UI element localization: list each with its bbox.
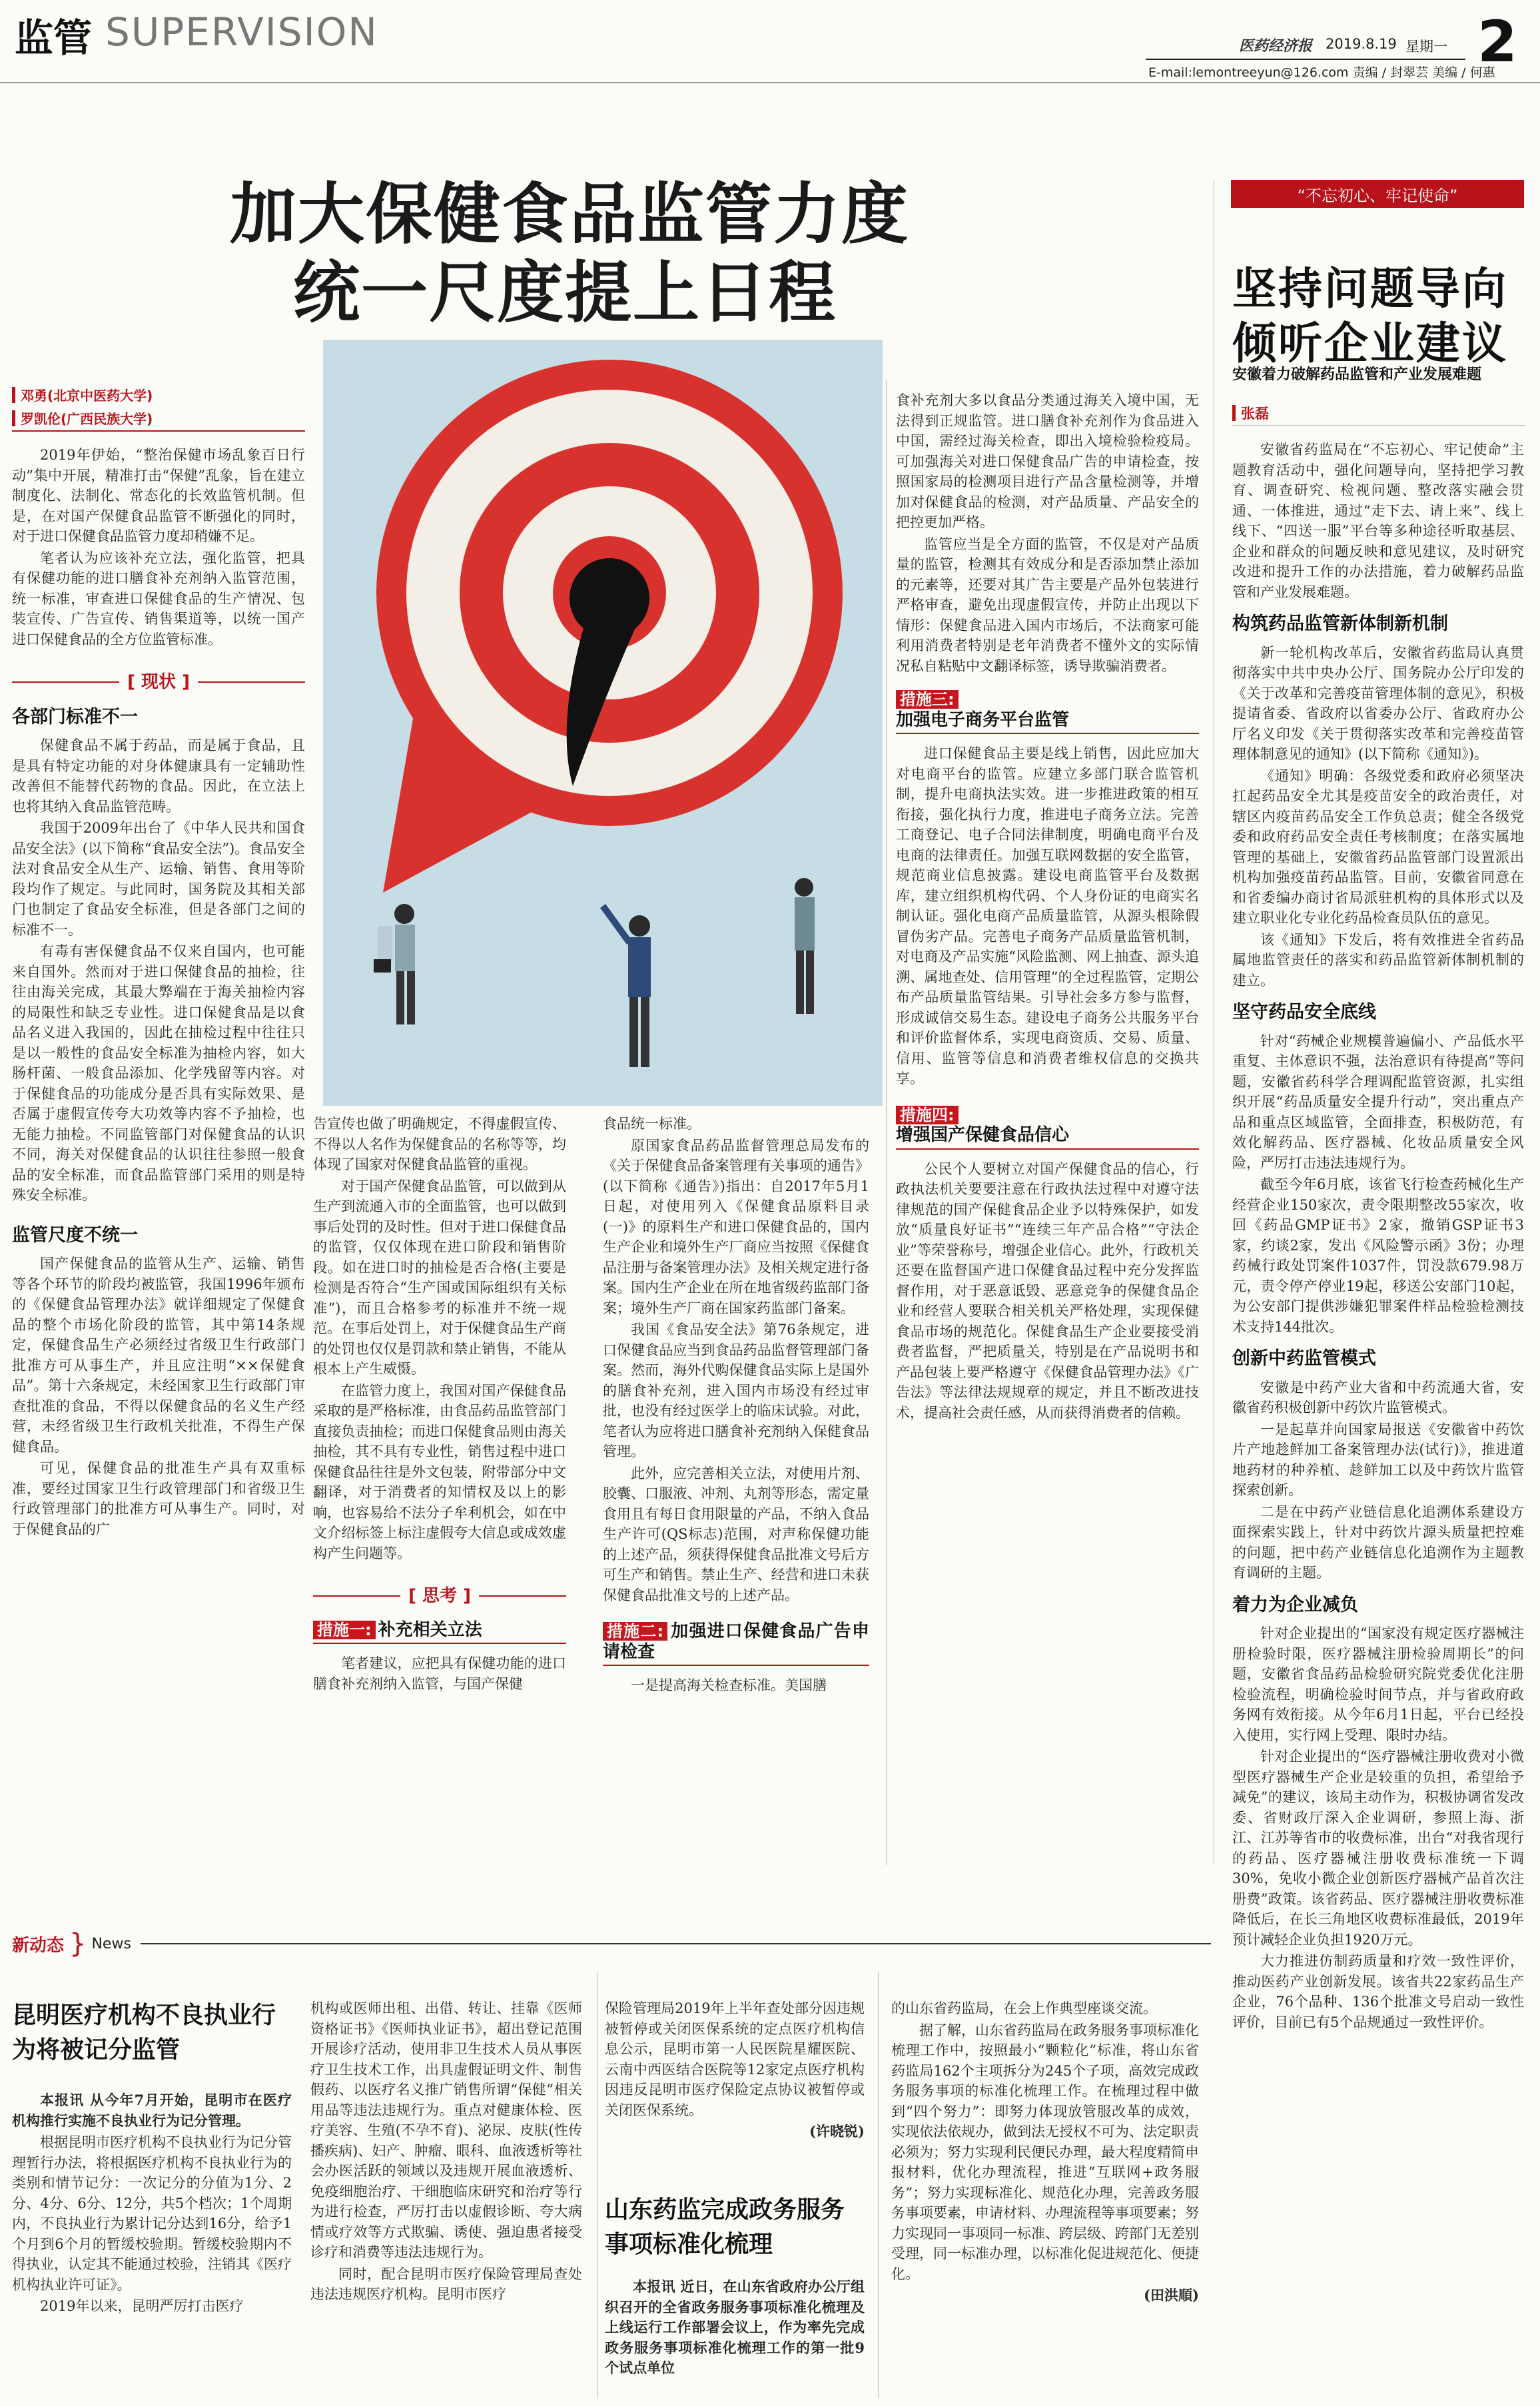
- businessman-standing-figure: [795, 878, 815, 1014]
- column-divider: [886, 380, 887, 1865]
- editor-email-line: E-mail:lemontreeyun@126.com 责编 / 封翠芸 美编 / 何惠: [1148, 65, 1495, 80]
- measure-heading-2: [603, 1621, 869, 1666]
- businessman-pointing-figure: [603, 906, 651, 1067]
- paper-logo: 医药经济报: [1239, 38, 1313, 55]
- body-paragraph: 的山东省药监局，在会上作典型座谈交流。: [891, 2000, 1157, 2016]
- news-title-1: 昆明医疗机构不良执业行为将被记分监管: [12, 2002, 276, 2064]
- section-name-cn: 监管: [15, 15, 93, 61]
- author-name-2: 罗凯伦(广西民族大学): [21, 411, 153, 427]
- page-number: 2: [1477, 9, 1517, 75]
- issue-weekday: 星期一: [1405, 39, 1447, 55]
- section-tag-think: [ 思考 ]: [313, 1586, 566, 1607]
- news-label-cn: 新动态: [12, 1935, 65, 1956]
- measure-title: 增强国产保健食品信心: [896, 1125, 1070, 1145]
- businesswoman-figure: [374, 904, 415, 1024]
- main-title-line1: 加大保健食品监管力度: [230, 175, 909, 253]
- article-column-1: [12, 445, 305, 1541]
- right-subheading-2: 坚守药品安全底线: [1232, 1002, 1376, 1022]
- header-divider: [0, 82, 1540, 83]
- measure-title: 加强进口保健食品广告申请检查: [603, 1621, 869, 1662]
- body-paragraph: 针对“药械企业规模普遍偏小、产品低水平重复、主体意识不强，法治意识有待提高”等问题，安徽省药科学合理调配监管资源，扎实组织开展“药品质量安全提升行动”，突出重点产品和重点区域监管，全面排查，积极防范，有效化解药品、医疗器械、化妆品质量安全风险，严厉打击违法违规行为。: [1232, 1032, 1524, 1171]
- news-lead: 本报讯 近日，在山东省政府办公厅组织召开的全省政务服务事项标准化梳理及上线运行工作部署会议上，作为率先完成政务服务事项标准化梳理工作的第一批9个试点单位: [605, 2278, 865, 2376]
- body-paragraph: 一是起草并向国家局报送《安徽省中药饮片产地趁鲜加工备案管理办法(试行)》，推进道地药材的种养植、趁鲜加工以及中药饮片监管探索创新。: [1232, 1421, 1524, 1498]
- body-paragraph: 根据昆明市医疗机构不良执业行为记分管理暂行办法，将根据医疗机构不良执业行为的类别和情节记分：一次记分的分值为1分、2分、4分、6分、12分，共5个档次；1个周期内，不良执业行为累计记分达到16分，给予1个月到6个月的暂缓校验期。暂缓校验期内不得执业，认定其不能通过校验，注销其《医疗机构执业许可证》。: [12, 2134, 292, 2293]
- body-paragraph: 此外，应完善相关立法，对使用片剂、胶囊、口服液、冲剂、丸剂等形态，需定量食用且有每日食用限量的产品，不纳入食品生产许可(QS标志)范围，对声称保健功能的上述产品，须获得保健食品批准文号后方可生产和销售。禁止生产、经营和进口未获保健食品批准文号的上述产品。: [603, 1465, 869, 1603]
- body-paragraph: 我国《食品安全法》第76条规定，进口保健食品应当到食品药品监督管理部门备案。然而，海外代购保健食品实际上是国外的膳食补充剂，进入国内市场没有经过审批，也没有经过医学上的临床试验。对此，笔者认为应将进口膳食补充剂纳入保健食品管理。: [603, 1322, 869, 1459]
- article-column-4: [896, 390, 1199, 1424]
- body-paragraph: 可见，保健食品的批准生产具有双重标准，要经过国家卫生行政管理部门和省级卫生行政管理部门的批准方可从事生产。同时，对于保健食品的广: [12, 1460, 305, 1537]
- news-article-2-col2: [891, 1998, 1199, 2307]
- body-paragraph: 针对企业提出的“医疗器械注册收费对小微型医疗器械生产企业是较重的负担，希望给予减免”的建议，该局主动作为，积极协调省发改委、省财政厅深入企业调研，参照上海、浙江、江苏等省市的收费标准，出台“对我省现行的药品、医疗器械注册收费标准统一下调30%，免收小微企业创新医疗器械产品首次注册费”政策。该省药品、医疗器械注册收费标准降低后，在长三角地区收费标准最低，2019年预计减轻企业负担1920万元。: [1232, 1749, 1524, 1948]
- subheading-standards: 各部门标准不一: [12, 706, 138, 727]
- author-byline: [12, 385, 232, 428]
- news-lead: 本报讯 从今年7月开始，昆明市在医疗机构推行实施不良执业行为记分管理。: [12, 2092, 292, 2129]
- right-subheading-1: 构筑药品监管新体制新机制: [1232, 613, 1448, 634]
- campaign-banner-text: “不忘初心、牢记使命”: [1297, 186, 1458, 205]
- right-article-body: [1232, 440, 1524, 2034]
- body-paragraph: [605, 2277, 865, 2379]
- body-paragraph: 机构或医师出租、出借、转让、挂靠《医师资格证书》《医师执业证书》，超出登记范围开展诊疗活动，使用非卫生技术人员从事医疗卫生技术工作，出具虚假证明文件、制售假药、以医疗名义推广销售所谓“保健”相关用品等违法违规行为。重点对健康体检、医疗美容、生殖(不孕不育)、泌尿、皮肤(性传播疾病)、妇产、肿瘤、眼科、血液透析等社会办医活跃的领域以及违规开展血液透析、免疫细胞治疗、干细胞临床研究和治疗等行为进行检查，严厉打击以虚假诊断、夸大病情或疗效等方式欺骗、诱使、强迫患者接受诊疗和消费等违法违规行为。: [310, 2000, 582, 2260]
- measure-tag: 措施二:: [603, 1622, 667, 1641]
- news-article-2-col1: [605, 2277, 865, 2380]
- section-name-en: SUPERVISION: [105, 9, 378, 55]
- measure-heading-1: [313, 1620, 566, 1645]
- article-column-2: [313, 1114, 566, 1695]
- measure-heading-3: [896, 689, 1199, 734]
- news-brace-icon: }: [69, 1928, 87, 1959]
- body-paragraph: 2019年以来，昆明严厉打击医疗: [40, 2298, 244, 2314]
- body-paragraph: 截至今年6月底，该省飞行检查药械化生产经营企业150家次，责令限期整改55家次，收回《药品GMP证书》2家，撤销GSP证书3家，约谈2家，发出《风险警示函》3份；办理药械行政处罚案件1037件，罚没款679.98万元，责令停产停业19起，移送公安部门10起，为公安部门提供涉嫌犯罪案件样品检验检测技术支持144批次。: [1232, 1176, 1524, 1335]
- body-paragraph: 安徽省药监局在“不忘初心、牢记使命”主题教育活动中，强化问题导向，坚持把学习教育、调查研究、检视问题、整改落实融会贯通、一体推进，通过“走下去、请上来”、线上线下、“四送一服”平台等多种途径听取基层、企业和群众的问题反映和意见建议，及时研究改进和提升工作的办法措施，着力破解药品监管和产业发展难题。: [1232, 442, 1524, 600]
- news-article-1-col3: [605, 1998, 865, 2144]
- body-paragraph: 安徽是中药产业大省和中药流通大省，安徽省药积极创新中药饮片监管模式。: [1232, 1379, 1524, 1415]
- right-title-line1: 坚持问题导向: [1232, 263, 1508, 314]
- body-paragraph: 据了解，山东省药监局在政务服务事项标准化梳理工作中，按照最小“颗粒化”标准，将山东省药监局162个主项拆分为245个子项，高效完成政务服务事项的标准化梳理工作。在梳理过程中做到“四个努力”：即努力体现放管服改革的成效，实现依法依规办，做到法无授权不可为、法定职责必须为；努力实现利民便民办理，最大程度精简申报材料，优化办理流程，推进“互联网+政务服务”；努力实现标准化、规范化办理，完善政务服务事项要素，申请材料、办理流程等事项要素；努力实现同一事项同一标准、跨层级、跨部门无差别受理，同一标准办理，以标准化促进规范化、便捷化。: [891, 2022, 1199, 2282]
- news-title-2: 山东药监完成政务服务事项标准化梳理: [605, 2196, 845, 2258]
- measure-tag: 措施三:: [896, 690, 959, 709]
- right-author: [1232, 403, 1269, 423]
- body-paragraph: 对于国产保健食品监管，可以做到从生产到流通入市的全面监管，也可以做到事后处罚的及时性。但对于进口保健食品的监管，仅仅体现在进口阶段和销售阶段。如在进口时的抽检是否合格(主要是检测是否符合“生产国或国际组织有关标准”)，而且合格参考的标准并不统一规范。在事后处罚上，对于保健食品生产商的处罚也仅仅是罚款和禁止销售，不能从根本上产生威慑。: [313, 1178, 566, 1377]
- right-subheading-4: 着力为企业减负: [1232, 1594, 1358, 1615]
- body-paragraph: 大力推进仿制药质量和疗效一致性评价，推动医药产业创新发展。该省共22家药品生产企业，76个品种、136个批准文号启动一致性评价，目前已有5个品规通过一致性评价。: [1232, 1953, 1524, 2030]
- body-paragraph: 二是在中药产业链信息化追溯体系建设方面探索实践上，针对中药饮片源头质量把控难的问题，把中药产业链信息化追溯作为主题教育调研的主题。: [1232, 1503, 1524, 1581]
- body-paragraph: 食补充剂大多以食品分类通过海关入境中国，无法得到正规监管。进口膳食补充剂作为食品进入中国，需经过海关检查，即出入境检验检疫局。可加强海关对进口保健食品广告的申请检查，按照国家局的检测项目进行产品含量检测等，并增加对保健食品的检测，对产品质量、产品安全的把控更加严格。: [896, 392, 1199, 530]
- body-paragraph: 一是提高海关检查标准。美国膳: [631, 1677, 827, 1693]
- column-divider: [878, 1972, 879, 2398]
- body-paragraph: 告宣传也做了明确规定，不得虚假宣传、不得以人名作为保健食品的名称等等，均体现了国家对保健食品监管的重视。: [313, 1116, 566, 1172]
- subheading-scale: 监管尺度不统一: [12, 1224, 138, 1246]
- body-paragraph: 食品统一标准。: [603, 1116, 701, 1132]
- measure-title: 补充相关立法: [378, 1619, 482, 1640]
- measure-tag: 措施一:: [313, 1621, 376, 1639]
- intro-paragraph: 2019年伊始，“整治保健市场乱象百日行动”集中开展，精准打击“保健”乱象，旨在建立制度化、法制化、常态化的长效监管机制。但是，在对国产保健食品监管不断强化的同时，对于进口保健食品监管力度却稍嫌不足。: [12, 447, 305, 544]
- right-author-name: 张磊: [1241, 406, 1269, 422]
- right-title-line2: 倾听企业建议: [1232, 318, 1508, 369]
- body-paragraph: 公民个人要树立对国产保健食品的信心，行政执法机关要要注意在行政执法过程中对遵守法律规范的国产保健食品企业予以特殊保护，如发放“质量良好证书”“连续三年产品合格”“守法企业”等荣誉称号，增强企业信心。此外，行政机关还要在监督国产进口保健食品过程中充分发挥监督作用，对于恶意诋毁、恶意竞争的保健食品企业和经营人要联合相关机关严格处理，实现保健食品市场的规范化。保健食品生产企业要接受消费者监督，严把质量关，特别是在产品说明书和产品包装上要严格遵守《保健食品管理办法》《广告法》等法律法规规章的规定，并且不断改进技术，提高社会责任感，从而获得消费者的信赖。: [896, 1160, 1199, 1421]
- main-title-line2: 统一尺度提上日程: [293, 254, 837, 332]
- masthead-rule: [1146, 59, 1465, 60]
- article-column-3: [603, 1114, 869, 1697]
- intro-paragraph: 笔者认为应该补充立法，强化监管，把具有保健功能的进口膳食补充剂纳入监管范围，统一标准，审查进口保健食品的生产情况、包装宣传、广告宣传、销售渠道等，以统一国产进口保健食品的全方位监管标准。: [12, 550, 305, 647]
- body-paragraph: 在监管力度上，我国对国产保健食品采取的是严格标准，由食品药品监管部门直接负责抽检；而进口保健食品则由海关抽检，其不具有专业性，销售过程中进口保健食品往往是外文包装，附带部分中文翻译，对于消费者的知情权及以上的影响，也容易给不法分子牟利机会，如在中文介绍标签上标注虚假夸大信息或成效虚构产生问题等。: [313, 1382, 566, 1561]
- author-name-1: 邓勇(北京中医药大学): [21, 388, 153, 404]
- right-subheading-3: 创新中药监管模式: [1232, 1348, 1376, 1369]
- measure-title: 加强电子商务平台监管: [896, 709, 1070, 730]
- campaign-banner: [1231, 180, 1524, 208]
- body-paragraph: 我国于2009年出台了《中华人民共和国食品安全法》(以下简称“食品安全法”)。食品安全法对食品安全从生产、运输、销售、食用等阶段均作了规定。与此同时，国务院及其相关部门也制定了食品安全标准，但是各部门之间的标准不一。: [12, 820, 305, 938]
- body-paragraph: 笔者建议，应把具有保健功能的进口膳食补充剂纳入监管，与国产保健: [313, 1655, 566, 1692]
- section-tag-status-label: 现状: [141, 672, 177, 692]
- section-tag-think-label: 思考: [422, 1586, 458, 1606]
- body-paragraph: [12, 2090, 292, 2131]
- body-paragraph: 保险管理局2019年上半年查处部分因违规被暂停或关闭医保系统的定点医疗机构信息公示，昆明市第一人民医院星耀医院、云南中西医结合医院等12家定点医疗机构因违反昆明市医疗保险定点协议被暂停或关闭医保系统。: [605, 2000, 865, 2118]
- right-subtitle: 安徽着力破解药品监管和产业发展难题: [1232, 366, 1482, 383]
- measure-heading-4: [896, 1105, 1199, 1150]
- body-paragraph: 针对企业提出的“国家没有规定医疗器械注册检验时限，医疗器械注册检验周期长”的问题，安徽省食品药品检验研究院党委优化注册检验流程，明确检验时间节点，并与省政府政务网有效衔接。从今年6月1日起，平台已经投入使用，实行网上受理、限时办结。: [1232, 1625, 1524, 1743]
- illustration: [323, 340, 883, 1106]
- news-source: (田洪順): [1144, 2287, 1199, 2303]
- body-paragraph: 《通知》明确：各级党委和政府必须坚决扛起药品安全尤其是疫苗安全的政治责任，对辖区内疫苗药品安全工作负总责；健全各级党委和政府药品安全责任考核制度；在落实属地管理的基础上，安徽省药品监管部门设置派出机构加强疫苗药品监管。目前，安徽省同意在和省委编办商讨省局派驻机构的具体形式以及建立职业化专业化药品检查员队伍的意见。: [1232, 767, 1524, 926]
- news-article-1-col2: [310, 1998, 582, 2306]
- byline-rule: [12, 430, 305, 432]
- body-paragraph: 进口保健食品主要是线上销售，因此应加大对电商平台的监管。应建立多部门联合监管机制，提升电商执法实效。进一步推进政策的相互衔接，强化执行力度，推进电子商务立法。完善工商登记、电子合同法律制度，明确电商平台及电商的法律责任。加强互联网数据的安全监管，规范商业信息披露。建设电商监管平台及数据库，建立组织机构代码、个人身份证的电商实名制认证。强化电商产品质量监管，从源头根除假冒伪劣产品。完善电子商务产品质量监管机制，对电商及产品实施“风险监测、网上抽查、源头追溯、属地查处、信用管理”的全过程监管，定期公布产品质量监管结果。引导社会多方参与监督，形成诚信交易生态。建设电子商务公共服务平台和评价监督体系，实现电商资质、交易、质量、信用、监管等信息和消费者维权信息的交换共享。: [896, 745, 1199, 1086]
- body-paragraph: 该《通知》下发后，将有效推进全省药品属地监管责任的落实和药品监管新体制机制的建立。: [1232, 931, 1524, 989]
- news-article-1-col1: [12, 2090, 292, 2318]
- body-paragraph: 新一轮机构改革后，安徽省药监局认真贯彻落实中共中央办公厅、国务院办公厅印发的《关于改革和完善疫苗管理体制的意见》，积极提请省委、省政府以省委办公厅、省政府办公厅名义印发《关于贯彻落实改革和完善疫苗管理体制意见的通知》(以下简称《通知》)。: [1232, 644, 1524, 762]
- body-paragraph: 国产保健食品的监管从生产、运输、销售等各个环节的阶段均被监管，我国1996年颁布的《保健食品管理办法》就详细规定了保健食品的整个市场化阶段的监管，其中第14条规定，保健食品生产必须经过省级卫生行政部门批准方可从事生产，并且应注明“××保健食品”。第十六条规定，未经国家卫生行政部门审查批准的食品，不得以保健食品的名义生产经营，未经省级卫生行政机关批准，不得生产保健食品。: [12, 1256, 305, 1455]
- body-paragraph: 保健食品不属于药品，而是属于食品，且是具有特定功能的对身体健康具有一定辅助性改善但不能替代药物的食品。因此，在立法上也将其纳入食品监管范畴。: [12, 737, 305, 815]
- body-paragraph: 有毒有害保健食品不仅来自国内，也可能来自国外。然而对于进口保健食品的抽检，往往由海关完成，其最大弊端在于海关抽检内容的局限性和缺乏专业性。进口保健食品是以食品名义进入我国的，因此在抽检过程中往往只是以一般性的食品安全标准为抽检内容，如大肠杆菌、一般食品添加、化学残留等内容。对于保健食品的功能成分是否具有实际效果、是否属于虚假宣传夸大功效等内容不予抽检，也无能力抽检。不同监管部门对保健食品的认识不同，海关对保健食品的认识往往参照一般食品的安全标准，而食品监管部门采用的则是特殊安全标准。: [12, 943, 305, 1203]
- right-author-rule: [1232, 425, 1525, 426]
- body-paragraph: 同时，配合昆明市医疗保险管理局查处违法违规医疗机构。昆明市医疗: [310, 2265, 582, 2302]
- news-source: (许晓锐): [809, 2123, 865, 2140]
- body-paragraph: 原国家食品药品监督管理总局发布的《关于保健食品备案管理有关事项的通告》(以下简称《通告》)指出：自2017年5月1日起，对使用列入《保健食品原料目录(一)》的原料生产和进口保健食品的，国内生产企业和境外生产厂商应当按照《保健食品注册与备案管理办法》及相关规定进行备案。国内生产企业在所在地省级药监部门备案；境外生产厂商在国家药监部门备案。: [603, 1137, 869, 1316]
- issue-date: 2019.8.19: [1326, 36, 1397, 52]
- news-section-header: [12, 1930, 1211, 1957]
- speech-bubble-target-illustration: [323, 340, 883, 1106]
- section-tag-status: [ 现状 ]: [12, 672, 305, 693]
- body-paragraph: 监管应当是全方面的监管，不仅是对产品质量的监管，检测其有效成分和是否添加禁止添加的元素等，还要对其广告主要是产品外包装进行严格审查，避免出现虚假宣传，并防止出现以下情形：保健食品进入国内市场后，不法商家可能利用消费者特别是老年消费者不懂外文的实际情况私自粘贴中文翻译标签，诱导欺骗消费者。: [896, 536, 1199, 674]
- measure-tag: 措施四:: [896, 1106, 959, 1124]
- news-label-en: News: [91, 1935, 131, 1952]
